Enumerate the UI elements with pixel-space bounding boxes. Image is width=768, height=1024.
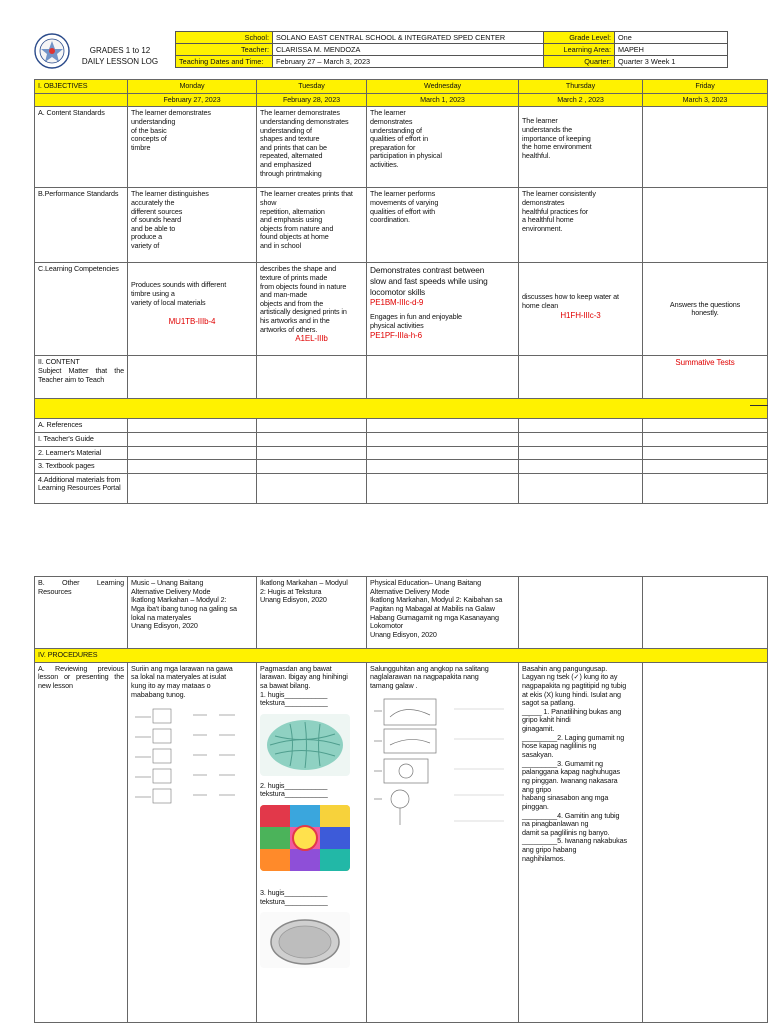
content-label-1: II. CONTENT [38, 357, 80, 367]
performance-standards-wed: The learner performs movements of varying qualities of effort with coordination. [367, 188, 519, 263]
additional-materials-label: 4.Additional materials from Learning Resources Portal [35, 473, 128, 503]
dates-value: February 27 – March 3, 2023 [273, 56, 548, 68]
procedure-a-thu: Basahin ang pangungusap. Lagyan ng tsek (✓) kung ito ay nagpapakita ng pagtitipid ng tubig at ekis (X) kung hindi. Isulat ang sagot sa patlang. _____ 1. Panatilihing bukas ang gripo kahit hindi ginagamit. _________2. Laging gumamit ng hose kapag naglilinis ng sasakyan. _________3. Gumamit ng palanggana kapag naghuhugas ng pinggan. Iwanang nakasara ang gripo habang sinasabon ang mga pinggan. _________4. Gamitin ang tubig na pinagbanlawan ng damit sa paglilinis ng banyo. _________5. Iwanang nakabukas ang gripo habang naghihilamos. [519, 662, 643, 1022]
competencies-mon-code: MU1TB-IIIb-4 [168, 317, 216, 327]
header-meta-left [175, 31, 548, 68]
performance-standards-label: B.Performance Standards [35, 188, 128, 263]
procedures-table [34, 576, 768, 1023]
other-resources-mon: Music – Unang Baitang Alternative Delivery Mode Ikatlong Markahan – Modyul 2: Mga iba't ibang tunog na galing sa lokal na materyales Unang Edisyon, 2020 [128, 577, 257, 649]
procedure-a-tue-intro: Pagmasdan ang bawat larawan. Ibigay ang hinihingi sa bawat bilang. [260, 663, 348, 690]
grade-label: Grade Level: [544, 32, 615, 44]
content-fri: Summative Tests [643, 356, 768, 399]
competencies-wed-text-1: Demonstrates contrast between slow and fast speeds while using locomotor skills [370, 265, 488, 297]
competencies-thu-code: H1FH-IIIc-3 [560, 310, 601, 320]
date-wednesday: March 1, 2023 [367, 93, 519, 107]
leaf-print-image [260, 714, 350, 776]
competencies-wed-code-1: PE1BM-IIIc-d-9 [370, 297, 424, 307]
title-line-2: DAILY LESSON LOG [81, 57, 159, 66]
competencies-label: C.Learning Competencies [35, 263, 128, 356]
performance-standards-mon: The learner distinguishes accurately the different sources of sounds heard and be able to produce a variety of [128, 188, 257, 263]
content-tue [257, 356, 367, 399]
textbook-pages-label: 3. Textbook pages [35, 460, 128, 474]
procedure-a-wed-text: Salungguhitan ang angkop na salitang naglalarawan na nagpapakita nang tamang galaw . [370, 663, 489, 690]
quarter-label: Quarter: [544, 56, 615, 68]
content-mon [128, 356, 257, 399]
date-tuesday: February 28, 2023 [257, 93, 367, 107]
content-thu [519, 356, 643, 399]
day-tuesday: Tuesday [257, 80, 367, 94]
school-value: SOLANO EAST CENTRAL SCHOOL & INTEGRATED SPED CENTER [273, 32, 548, 44]
divider-line [750, 405, 768, 406]
content-label-2: Subject Matter that the Teacher aim to Teach [38, 365, 124, 384]
other-resources-tue: Ikatlong Markahan – Modyul 2: Hugis at Tekstura Unang Edisyon, 2020 [257, 577, 367, 649]
learners-material-label: 2. Learner's Material [35, 446, 128, 460]
movement-worksheet-image [370, 695, 514, 835]
document-title [74, 45, 166, 67]
sound-worksheet-image [131, 703, 253, 813]
procedure-a-wed [367, 662, 519, 1022]
content-standards-label: A. Content Standards [35, 107, 128, 188]
procedure-a-mon [128, 662, 257, 1022]
procedure-a-tue-item-3: 3. hugis___________ tekstura___________ [260, 888, 328, 906]
teacher-value: CLARISSA M. MENDOZA [273, 44, 548, 56]
performance-standards-tue: The learner creates prints that show repetition, alternation and emphasis using objects from nature and found objects at home and in school [257, 188, 367, 263]
procedure-a-label: A. Reviewing previous lesson or presenting the new lesson [35, 662, 128, 1022]
teacher-label: Teacher: [176, 44, 273, 56]
competencies-mon-text: Produces sounds with different timbre using a variety of local materials [131, 280, 227, 307]
content-standards-wed: The learner demonstrates understanding of qualities of effort in preparation for participation in physical activities. [367, 107, 519, 188]
yellow-separator [35, 399, 768, 419]
content-standards-fri [643, 107, 768, 188]
performance-standards-thu: The learner consistently demonstrates healthful practices for a healthful home environment. [519, 188, 643, 263]
competencies-wed [367, 263, 519, 356]
competencies-thu [519, 263, 643, 356]
competencies-mon [128, 263, 257, 356]
header [34, 31, 768, 71]
competencies-tue-code: A1EL-IIIb [295, 334, 328, 344]
competencies-fri: Answers the questions honestly. [643, 263, 768, 356]
other-resources-wed: Physical Education– Unang Baitang Alternative Delivery Mode Ikatlong Markahan, Modyul 2: Kaibahan sa Pagitan ng Mabagal at Mabilis na Galaw Habang Gumagamit ng mga Kasanayang Lokomotor Unang Edisyon, 2020 [367, 577, 519, 649]
competencies-tue-text: describes the shape and texture of prints made from objects found in nature and man-made objects and from the artistically designed prints in his artworks and in the artworks of others. [260, 264, 347, 334]
content-label [35, 356, 128, 399]
date-row-blank [35, 93, 128, 107]
content-wed [367, 356, 519, 399]
content-standards-thu: The learner understands the importance of keeping the home environment healthful. [519, 107, 643, 188]
area-value: MAPEH [615, 44, 728, 56]
references-label: A. References [35, 419, 128, 433]
area-label: Learning Area: [544, 44, 615, 56]
title-line-1: GRADES 1 to 12 [89, 46, 151, 55]
procedure-a-tue-item-1: 1. hugis___________ tekstura___________ [260, 689, 328, 708]
day-thursday: Thursday [519, 80, 643, 94]
performance-standards-fri [643, 188, 768, 263]
procedure-a-mon-text: Suriin ang mga larawan na gawa sa lokal na materyales at isulat kung ito ay may mataas o mababang tunog. [131, 663, 233, 699]
content-standards-tue: The learner demonstrates understanding demonstrates understanding of shapes and texture and prints that can be repeated, alternated and emphasized through printmaking [257, 107, 367, 188]
coin-print-image [260, 912, 350, 968]
dates-label: Teaching Dates and Time: [176, 56, 273, 68]
day-monday: Monday [128, 80, 257, 94]
deped-seal-icon [34, 33, 70, 69]
colorful-print-image [260, 805, 350, 871]
teachers-guide-label: I. Teacher's Guide [35, 432, 128, 446]
header-meta-right [543, 31, 728, 68]
procedure-a-tue [257, 662, 367, 1022]
date-monday: February 27, 2023 [128, 93, 257, 107]
content-standards-mon: The learner demonstrates understanding of the basic concepts of timbre [128, 107, 257, 188]
other-resources-label: B. Other Learning Resources [35, 577, 128, 649]
quarter-value: Quarter 3 Week 1 [615, 56, 728, 68]
competencies-tue [257, 263, 367, 356]
day-wednesday: Wednesday [367, 80, 519, 94]
procedure-a-tue-item-2: 2. hugis___________ tekstura___________ [260, 780, 328, 799]
competencies-wed-code-2: PE1PF-IIIa-h-6 [370, 330, 422, 340]
grade-value: One [615, 32, 728, 44]
date-thursday: March 2 , 2023 [519, 93, 643, 107]
competencies-thu-text: discusses how to keep water at home clean [522, 292, 619, 310]
objectives-table [34, 79, 768, 504]
objectives-heading: I. OBJECTIVES [35, 80, 128, 94]
competencies-wed-text-2: Engages in fun and enjoyable physical activities [370, 312, 462, 330]
school-label: School: [176, 32, 273, 44]
date-friday: March 3, 2023 [643, 93, 768, 107]
procedure-a-fri [643, 662, 768, 1022]
day-friday: Friday [643, 80, 768, 94]
procedures-heading: IV. PROCEDURES [35, 649, 768, 663]
